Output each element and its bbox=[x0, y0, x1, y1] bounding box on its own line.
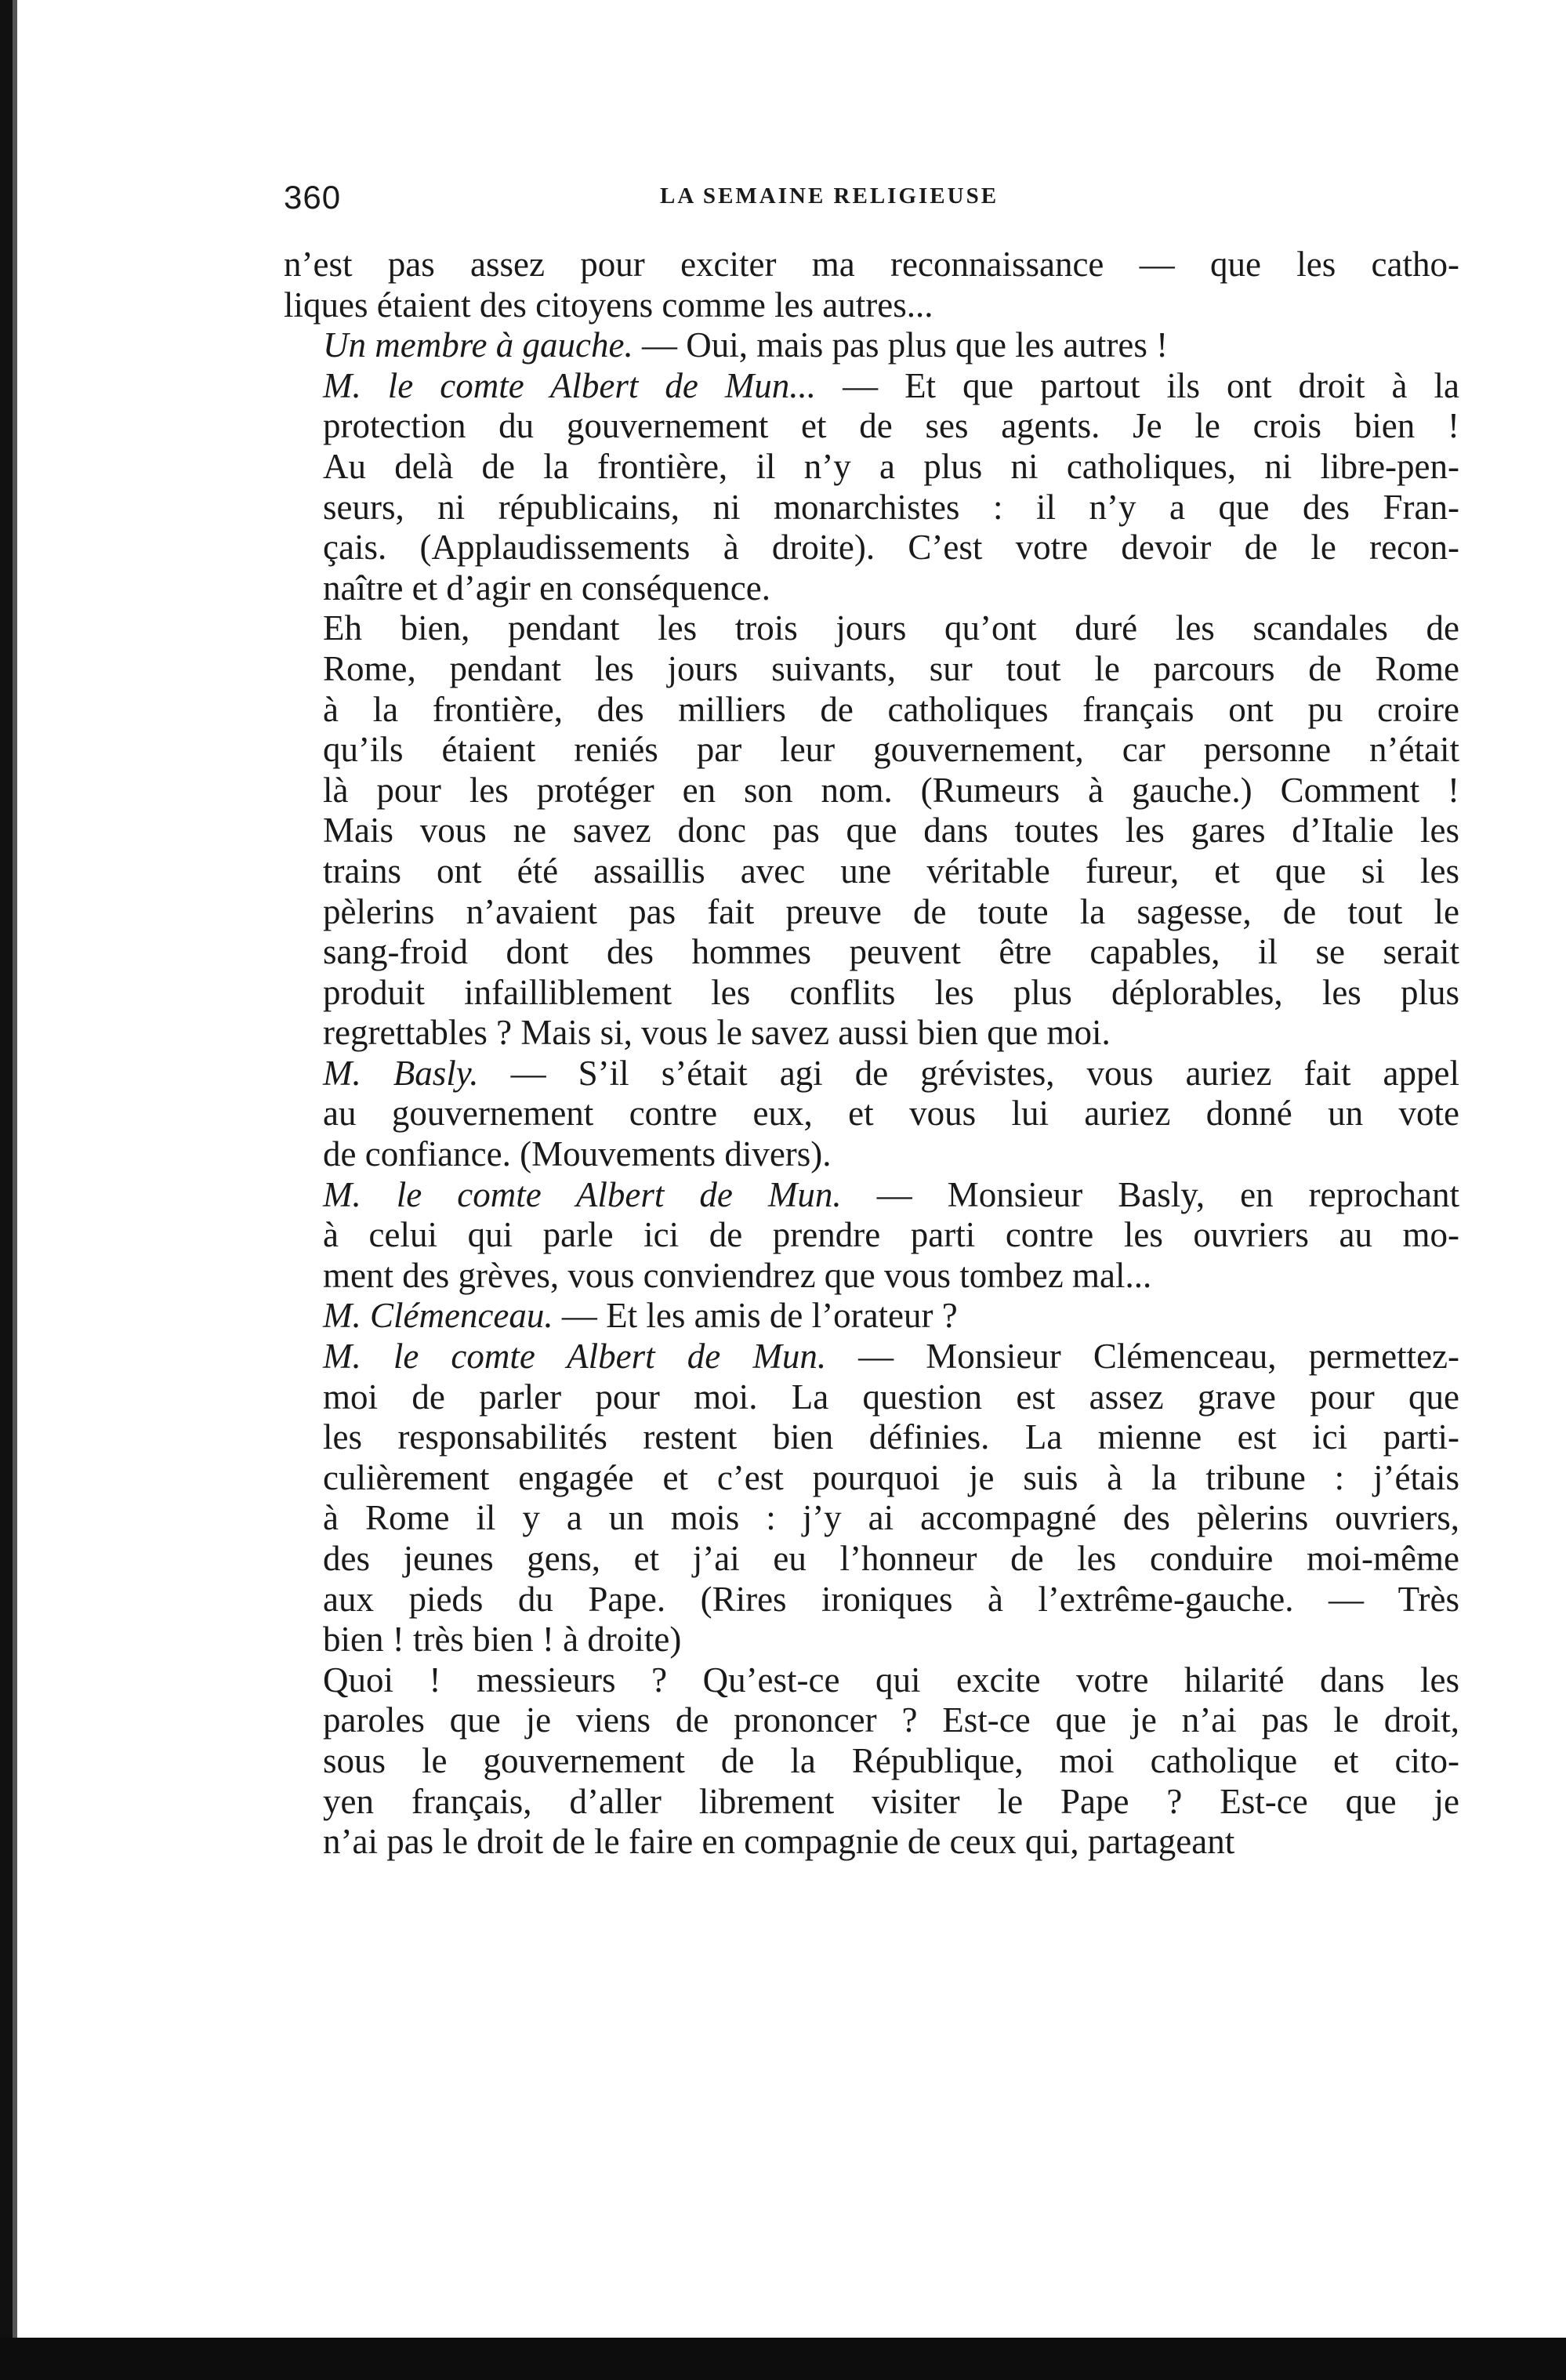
text-line: Eh bien, pendant les trois jours qu’ont duré les scandales de bbox=[323, 608, 1459, 648]
text-line: à la frontière, des milliers de catholiques français ont pu croire bbox=[323, 689, 1459, 729]
text-line: çais. (Applaudissements à droite). C’est votre devoir de le recon- bbox=[323, 528, 1459, 568]
text-line: produit infailliblement les conflits les plus déplorables, les plus bbox=[323, 972, 1459, 1012]
text-line: protection du gouvernement et de ses agents. Je le crois bien ! bbox=[323, 406, 1459, 446]
text-line: bien ! très bien ! à droite) bbox=[323, 1620, 682, 1660]
speaker-name: M. Clémenceau. bbox=[323, 1296, 553, 1336]
paragraph bbox=[284, 1175, 1459, 1297]
scan-border-bottom bbox=[0, 2338, 1566, 2380]
paragraph bbox=[284, 1337, 1459, 1660]
text-line: culièrement engagée et c’est pourquoi je suis à la tribune : j’étais bbox=[323, 1457, 1459, 1497]
text-line: naître et d’agir en conséquence. bbox=[323, 568, 770, 608]
text-line bbox=[284, 1175, 1459, 1216]
paragraph bbox=[284, 366, 1459, 609]
text-line: trains ont été assaillis avec une véritable fureur, et que si les bbox=[323, 851, 1459, 891]
text-line: Mais vous ne savez donc pas que dans toutes les gares d’Italie les bbox=[323, 811, 1459, 851]
speaker-name: M. le comte Albert de Mun. bbox=[323, 1174, 842, 1214]
speaker-name: M. Basly. bbox=[323, 1053, 479, 1093]
text-line: des jeunes gens, et j’ai eu l’honneur de les conduire moi-même bbox=[323, 1539, 1459, 1578]
text-line: de confiance. (Mouvements divers). bbox=[323, 1134, 832, 1174]
text-line bbox=[284, 325, 1459, 366]
running-head bbox=[284, 165, 1459, 219]
body-text bbox=[284, 245, 1459, 1863]
speaker-name: M. le comte Albert de Mun. bbox=[323, 1337, 827, 1377]
text-line: sous le gouvernement de la République, moi catholique et cito- bbox=[323, 1740, 1459, 1780]
page-number: 360 bbox=[284, 179, 342, 216]
text-line: Rome, pendant les jours suivants, sur tout le parcours de Rome bbox=[323, 648, 1459, 688]
speech-text: — Et les amis de l’orateur ? bbox=[553, 1296, 958, 1336]
speaker-name: M. le comte Albert de Mun... bbox=[323, 365, 817, 405]
printed-page bbox=[284, 165, 1459, 1863]
text-line: moi de parler pour moi. La question est assez grave pour que bbox=[323, 1377, 1459, 1417]
text-line: regrettables ? Mais si, vous le savez aussi bien que moi. bbox=[323, 1013, 1111, 1053]
speech-text: — Monsieur Clémenceau, permettez- bbox=[826, 1337, 1459, 1377]
paragraph bbox=[284, 1660, 1459, 1863]
text-line: à Rome il y a un mois : j’y ai accompagné des pèlerins ouvriers, bbox=[323, 1498, 1459, 1538]
paragraph bbox=[284, 1296, 1459, 1337]
text-line bbox=[284, 1296, 1459, 1337]
text-line: là pour les protéger en son nom. (Rumeurs à gauche.) Comment ! bbox=[323, 770, 1459, 810]
text-line: pèlerins n’avaient pas fait preuve de toute la sagesse, de tout le bbox=[323, 891, 1459, 931]
text-line: seurs, ni républicains, ni monarchistes : il n’y a que des Fran- bbox=[323, 487, 1459, 527]
text-line: liques étaient des citoyens comme les autres... bbox=[284, 285, 933, 325]
text-line: aux pieds du Pape. (Rires ironiques à l’extrême-gauche. — Très bbox=[323, 1579, 1459, 1619]
paragraph bbox=[284, 325, 1459, 366]
text-line bbox=[284, 1337, 1459, 1377]
speech-text: — Oui, mais pas plus que les autres ! bbox=[633, 325, 1169, 365]
text-line: sang-froid dont des hommes peuvent être capables, il se serait bbox=[323, 932, 1459, 972]
text-line: Au delà de la frontière, il n’y a plus ni catholiques, ni libre-pen- bbox=[323, 446, 1459, 486]
text-line: paroles que je viens de prononcer ? Est-ce que je n’ai pas le droit, bbox=[323, 1700, 1459, 1740]
text-line: n’est pas assez pour exciter ma reconnaissance — que les catho- bbox=[284, 245, 1459, 284]
text-line: à celui qui parle ici de prendre parti contre les ouvriers au mo- bbox=[323, 1215, 1459, 1255]
paragraph bbox=[284, 1054, 1459, 1175]
text-line: au gouvernement contre eux, et vous lui auriez donné un vote bbox=[323, 1094, 1459, 1134]
paragraph bbox=[284, 608, 1459, 1054]
text-line: n’ai pas le droit de le faire en compagnie de ceux qui, partageant bbox=[323, 1822, 1235, 1862]
speaker-name: Un membre à gauche. bbox=[323, 325, 633, 365]
text-line: ment des grèves, vous conviendrez que vous tombez mal... bbox=[323, 1255, 1152, 1295]
scan-border-left bbox=[0, 0, 13, 2380]
journal-title: LA SEMAINE RELIGIEUSE bbox=[660, 183, 999, 209]
paragraph bbox=[284, 245, 1459, 325]
text-line: Quoi ! messieurs ? Qu’est-ce qui excite votre hilarité dans les bbox=[323, 1660, 1459, 1700]
scan-border-left-inner bbox=[13, 0, 17, 2380]
speech-text: — Et que partout ils ont droit à la bbox=[816, 365, 1459, 405]
text-line bbox=[284, 1054, 1459, 1094]
text-line: qu’ils étaient reniés par leur gouvernement, car personne n’était bbox=[323, 730, 1459, 770]
speech-text: — S’il s’était agi de grévistes, vous auriez fait appel bbox=[478, 1053, 1459, 1093]
text-line: les responsabilités restent bien définies. La mienne est ici parti- bbox=[323, 1417, 1459, 1457]
text-line bbox=[284, 366, 1459, 407]
speech-text: — Monsieur Basly, en reprochant bbox=[841, 1174, 1459, 1214]
text-line: yen français, d’aller librement visiter le Pape ? Est-ce que je bbox=[323, 1781, 1459, 1821]
